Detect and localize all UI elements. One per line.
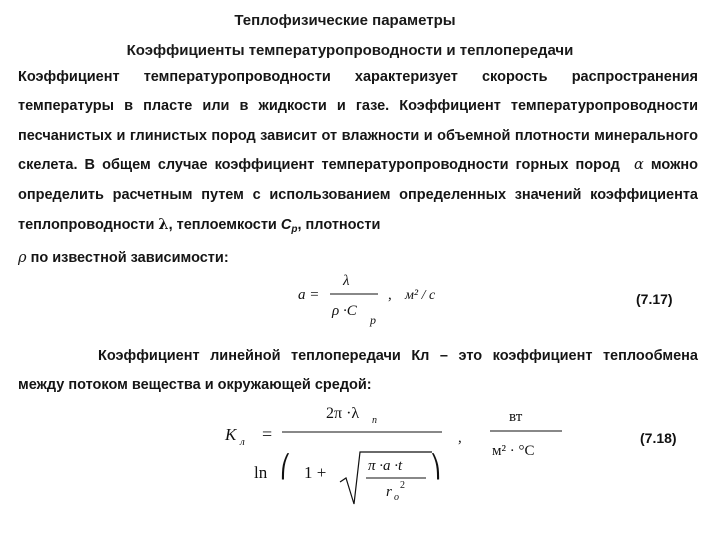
formula2-root-denominator: r [386,484,392,500]
formula2-open-paren: ⎛ [280,454,291,479]
paragraph1-text-d: , плотности [297,217,381,234]
paragraph-heat-transfer-coefficient: Коэффициент линейной теплопередачи Кл – это коэффициент теплообмена между потоком вещества и окружающей средой: [18,348,698,394]
formula-7-17 [290,266,510,336]
formula2-separator: , [458,430,462,446]
formula2-equals: = [262,424,273,444]
paragraph1-text-b: можно определить расчетным путем с использованием определенных значений коэффициента теплопроводности [18,157,698,234]
rho-symbol: ρ [18,250,27,267]
paragraph1-text-c: , теплоемкости [168,217,277,234]
formula1-denominator: ρ ·C [332,303,357,319]
formula2-root-denominator-superscript: 2 [400,480,405,491]
paragraph-thermal-diffusivity [18,63,698,274]
cp-symbol: $C_p$ [280,217,298,236]
formula2-one-plus: 1 + [304,463,327,482]
formula1-denominator-subscript: p [370,313,376,327]
formula1-units: м² / с [405,288,436,303]
paragraph1-text-e: по известной зависимости: [30,250,229,267]
alpha-symbol: α [634,157,644,174]
formula1-numerator: λ [343,273,350,289]
lambda-symbol: λ [158,216,169,234]
formula2-units-denominator: м² · °C [492,443,535,459]
paragraph1-text-a: Коэффициент температуропроводности характеризует скорость распространения температуры в пласте или в жидкости и газе. Коэффициент температуропроводности песчанистых и глинистых пород зависит от влажности и объемной плотности минерального скелета. В общем случае коэффициент температуропроводности горных пород [18,69,698,174]
formula2-lhs-subscript: л [240,436,245,448]
formula1-separator: , [388,287,392,303]
formula-7-18 [220,400,580,510]
formula2-units-numerator: вт [509,409,523,425]
page-title: Теплофизические параметры [234,12,456,29]
cp-subscript: p [291,224,298,236]
formula2-root-denominator-subscript: o [394,492,399,503]
formula1-lhs: a = [298,287,320,303]
equation-number-7-17: (7.17) [636,291,673,307]
formula2-close-paren: ⎞ [430,454,441,479]
formula2-numerator-subscript: п [372,415,377,426]
formula2-ln: ln [254,463,268,482]
formula2-root-numerator: π ·a ·t [368,458,403,474]
formula2-lhs-symbol: K [225,425,237,444]
equation-number-7-18: (7.18) [640,430,677,446]
formula2-numerator: 2π ·λ [326,405,360,422]
section-subtitle: Коэффициенты температуропроводности и теплопередачи [126,42,574,59]
